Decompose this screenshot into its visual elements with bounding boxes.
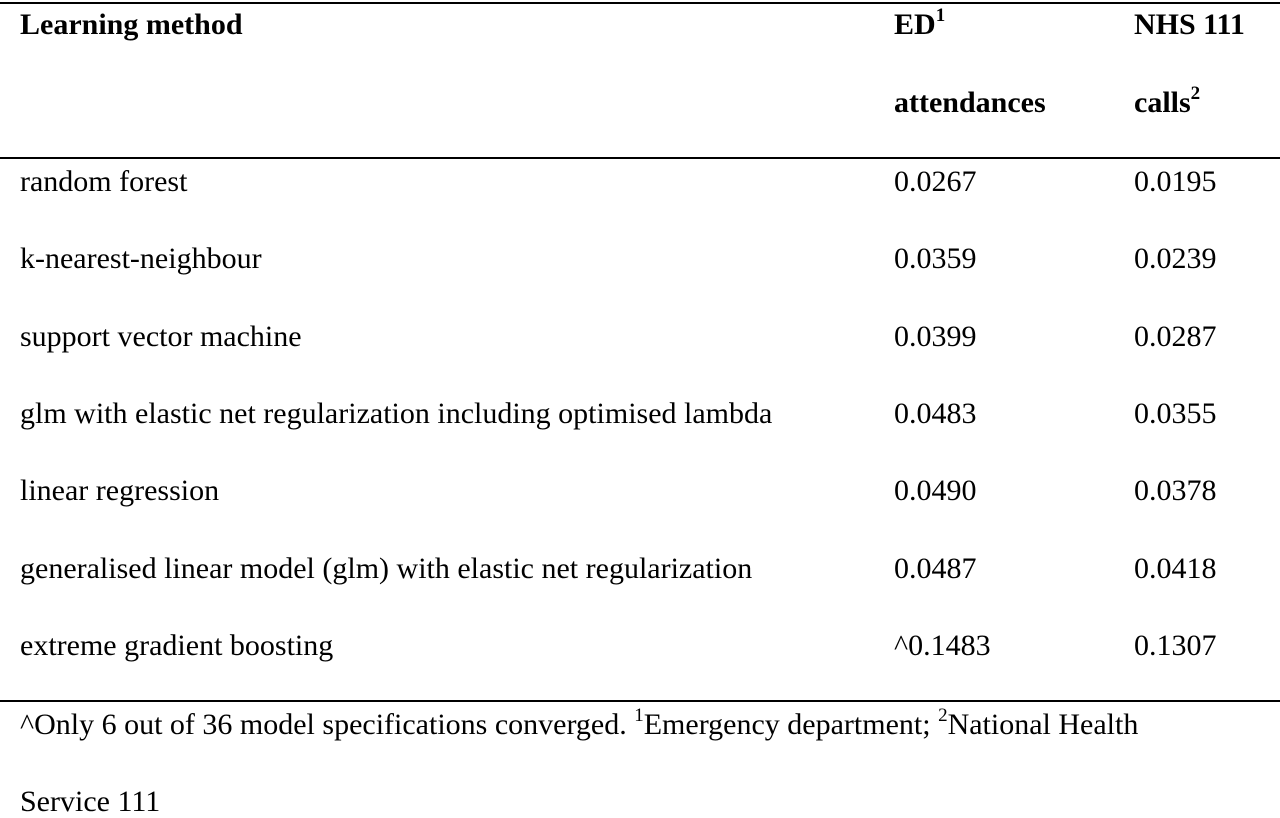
row-method: random forest [20,165,188,198]
row-method: extreme gradient boosting [20,629,334,662]
row-nhs-value: 0.0418 [1134,552,1217,585]
header-learning-method: Learning method [20,8,243,41]
row-nhs-value: 0.0355 [1134,397,1217,430]
row-nhs-value: 0.0378 [1134,474,1217,507]
footnote-text-2: Emergency department; [643,708,939,741]
row-nhs-value: 0.1307 [1134,629,1217,662]
row-method: linear regression [20,474,220,507]
row-ed-value: ^0.1483 [894,629,991,662]
row-nhs-value: 0.0195 [1134,165,1217,198]
header-bottom-rule [0,157,1280,159]
row-ed-value: 0.0483 [894,397,977,430]
footnote-line-2: Service 111 [20,785,161,818]
header-nhs-calls [1134,83,1201,119]
header-ed [894,5,946,41]
row-method: k-nearest-neighbour [20,242,262,275]
header-nhs-calls-text: calls [1134,86,1191,119]
footnote-mark-2: 2 [938,705,948,726]
footnote-text-1: ^Only 6 out of 36 model specifications converged. [20,708,635,741]
row-ed-value: 0.0359 [894,242,977,275]
row-ed-value: 0.0267 [894,165,977,198]
header-nhs-footnote-mark: 2 [1190,83,1201,104]
footnote-mark-1: 1 [634,705,644,726]
row-ed-value: 0.0490 [894,474,977,507]
header-ed-footnote-mark: 1 [935,5,946,26]
row-method: support vector machine [20,320,302,353]
row-ed-value: 0.0399 [894,320,977,353]
footnote-line-1 [20,705,1139,741]
table-bottom-rule [0,700,1280,702]
row-method: generalised linear model (glm) with elastic net regularization [20,552,753,585]
row-nhs-value: 0.0239 [1134,242,1217,275]
row-ed-value: 0.0487 [894,552,977,585]
header-ed-attendances: attendances [894,86,1046,119]
header-nhs-111: NHS 111 [1134,8,1245,41]
row-nhs-value: 0.0287 [1134,320,1217,353]
row-method: glm with elastic net regularization including optimised lambda [20,397,773,430]
footnote-text-3: National Health [947,708,1139,741]
table-top-rule [0,2,1280,4]
header-ed-text: ED [894,8,936,41]
